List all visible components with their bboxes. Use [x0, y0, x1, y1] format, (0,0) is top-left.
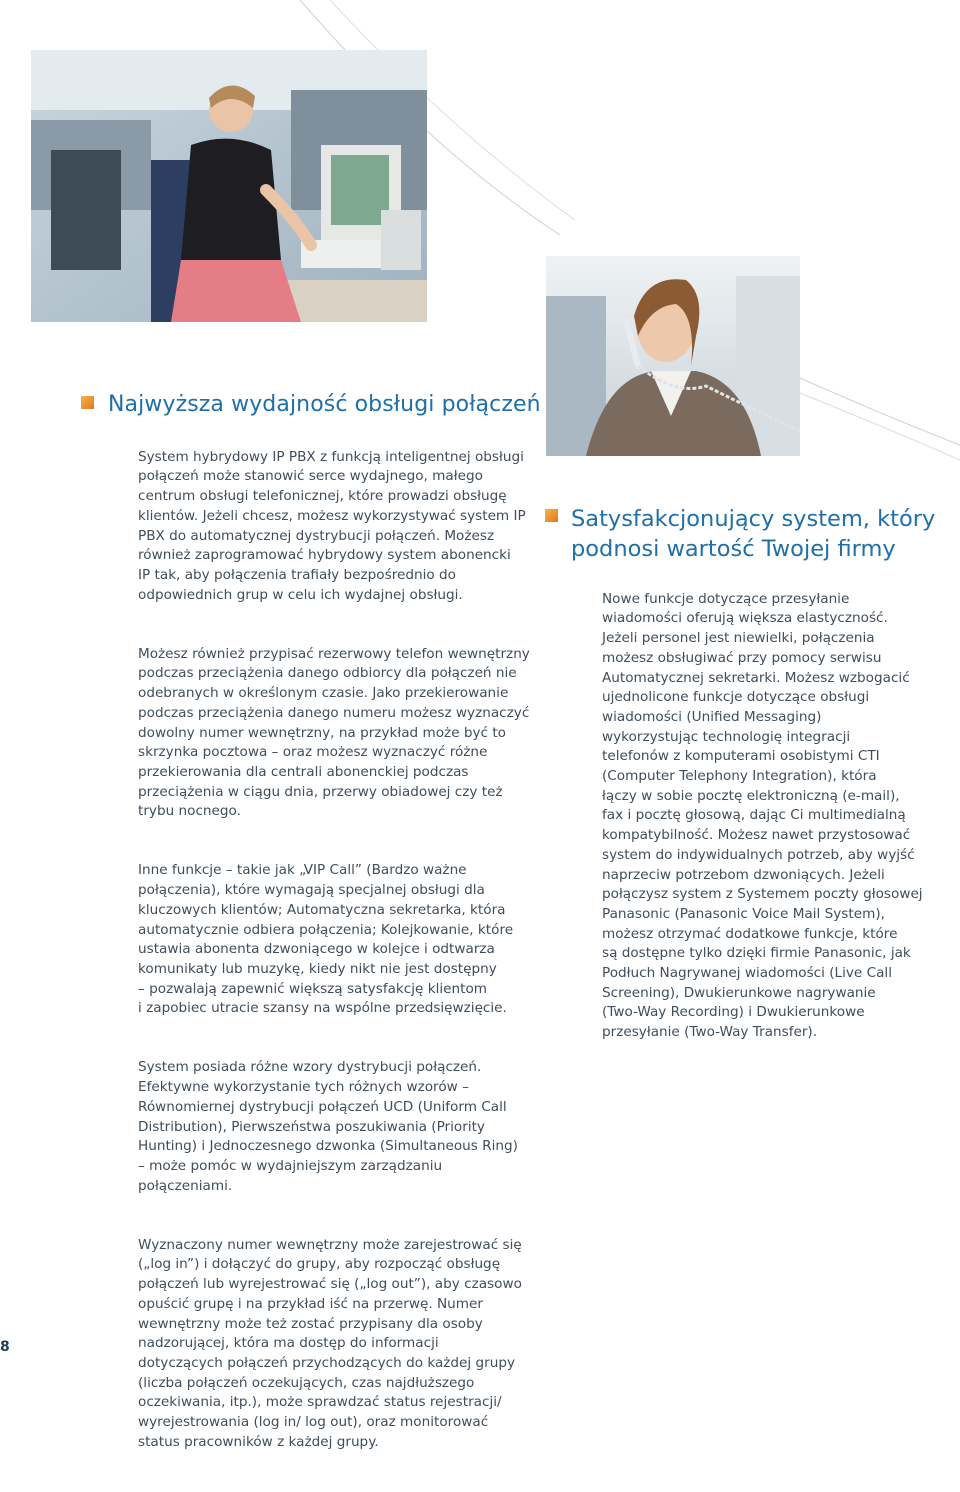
paragraph: Wyznaczony numer wewnętrzny może zarejestrować się („log in”) i dołączyć do grupy, aby rozpocząć obsługę połączeń lub wyrejestrować się („log out”), aby czasowo opuścić grupę i na przykład iść na przerwę. Numer wewnętrzny może też zostać przypisany dla osoby nadzorującej, która ma dostęp do informacji dotyczących połączeń przychodzących do każdej grupy (liczba połączeń oczekujących, czas najdłuższego oczekiwania, itp.), może sprawdzać status rejestracji/ wyrejestrowania (log in/ log out), oraz monitorować status pracowników z każdej grupy. — [138, 1236, 522, 1450]
receptionist-phone-photo — [546, 256, 800, 456]
paragraph: System hybrydowy IP PBX z funkcją inteligentnej obsługi połączeń może stanowić serce wydajnego, małego centrum obsługi telefonicznej, które prowadzi obsługę klientów. Jeżeli chcesz, możesz wykorzystywać system IP PBX do automatycznej dystrybucji połączeń. Możesz również zaprogramować hybrydowy system abonencki IP tak, aby połączenia trafiały bezpośrednio do odpowiednich grup w celu ich wydajnej obsługi. — [138, 448, 526, 603]
section-heading-satisfying-system: Satysfakcjonujący system, który podnosi wartość Twojej firmy — [571, 506, 936, 562]
orange-square-bullet-icon — [545, 509, 558, 522]
call-center-photo — [31, 50, 427, 322]
paragraph: Możesz również przypisać rezerwowy telefon wewnętrzny podczas przeciążenia danego odbiorcy dla połączeń nie odebranych w określonym czasie. Jako przekierowanie podczas przeciążenia danego numeru możesz wyznaczyć dowolny numer wewnętrzny, na przykład może być to skrzynka pocztowa – oraz możesz wyznaczyć różne przekierowania dla centrali abonenckiej podczas przeciążenia w ciągu dnia, przerwy obiadowej czy też trybu nocnego. — [138, 645, 530, 820]
paragraph: Nowe funkcje dotyczące przesyłanie wiadomości oferują większa elastyczność. Jeżeli personel jest niewielki, połączenia możesz obsługiwać przy pomocy serwisu Automatycznej sekretarki. Możesz wzbogacić ujednolicone funkcje dotyczące obsługi wiadomości (Unified Messaging) wykorzystując technologię integracji telefonów z komputerami osobistymi CTI (Computer Telephony Integration), która łączy w sobie pocztę elektroniczną (e-mail), fax i pocztę głosową, dając Ci multimedialną kompatybilność. Możesz nawet przystosować system do indywidualnych potrzeb, aby wyjść naprzeciw potrzebom dzwoniących. Jeżeli połączysz system z Systemem poczty głosowej Panasonic (Panasonic Voice Mail System), możesz otrzymać dodatkowe funkcje, które są dostępne tylko dzięki firmie Panasonic, jak Podłuch Nagrywanej wiadomości (Live Call Screening), Dwukierunkowe nagrywanie (Two-Way Recording) i Dwukierunkowe przesyłanie (Two-Way Transfer). — [602, 590, 923, 1041]
paragraph: Inne funkcje – takie jak „VIP Call” (Bardzo ważne połączenia), które wymagają specjalnej obsługi dla kluczowych klientów; Automatyczna sekretarka, która automatycznie odbiera połączenia; Kolejkowanie, które ustawia abonenta dzwoniącego w kolejce i odtwarza komunikaty lub muzykę, kiedy nikt nie jest dostępny – pozwalają zapewnić większą satysfakcję klientom i zapobiec utracie szansy na wspólne przedsięwzięcie. — [138, 862, 514, 1017]
page-number: 8 — [0, 1339, 10, 1355]
orange-square-bullet-icon — [81, 396, 94, 409]
paragraph: System posiada różne wzory dystrybucji połączeń. Efektywne wykorzystanie tych różnych wzorów – Równomiernej dystrybucji połączeń UCD (Uniform Call Distribution), Pierwszeństwa poszukiwania (Priority Hunting) i Jednoczesnego dzwonka (Simultaneous Ring) – może pomóc w wydajniejszym zarządzaniu połączeniami. — [138, 1059, 518, 1194]
right-text-column — [602, 570, 932, 1063]
section-heading-call-handling: Najwyższa wydajność obsługi połączeń — [108, 392, 541, 417]
left-text-column — [138, 428, 538, 1492]
